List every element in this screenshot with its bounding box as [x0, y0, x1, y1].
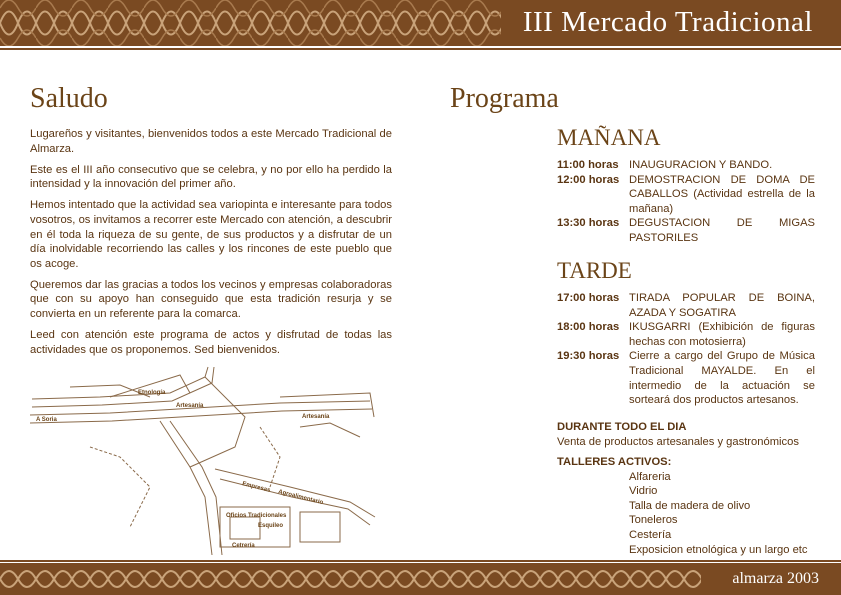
list-item: Toneleros: [629, 514, 678, 527]
durante-heading: DURANTE TODO EL DIA: [557, 421, 687, 433]
schedule-desc: Cierre a cargo del Grupo de Música Tradicional MAYALDE. En el intermedio de la actuación se sorteará dos productos artesanos.: [629, 350, 815, 407]
schedule-row: [557, 349, 815, 407]
list-item: Alfareria: [629, 470, 671, 483]
saludo-paragraph: Leed con atención este programa de actos y disfrutad de todas las actividades que os proponemos. Sed bienvenidos.: [30, 329, 392, 356]
schedule-time: 17:00 horas: [557, 292, 620, 304]
saludo-paragraph: Queremos dar las gracias a todos los vecinos y empresas colaboradoras que con su apoyo han conseguido que esta tradición resurja y se convierta en un referente para la comarca.: [30, 278, 392, 321]
map-label-soria: A Soria: [36, 417, 57, 423]
schedule-time: 18:00 horas: [557, 321, 620, 334]
schedule-time: 13:30 horas: [557, 217, 620, 230]
schedule-time: 12:00 horas: [557, 173, 620, 186]
footer-rule: [0, 560, 841, 562]
page-title: III Mercado Tradicional: [522, 6, 813, 38]
saludo-heading: Saludo: [30, 83, 108, 114]
schedule-desc: DEGUSTACION DE MIGAS PASTORILES: [629, 217, 815, 244]
tarde-heading: TARDE: [557, 258, 632, 283]
village-map: [30, 357, 400, 557]
map-label-artesania: Artesanía: [302, 414, 330, 420]
map-label-cetreria: Cetrería: [232, 543, 255, 549]
talleres-section: [557, 455, 827, 557]
header-rule: [0, 48, 841, 50]
schedule-row: [557, 320, 815, 349]
footer-text: almarza 2003: [732, 570, 819, 587]
list-item: Exposicion etnológica y un largo etc: [629, 543, 808, 556]
schedule-time: 11:00 horas: [557, 159, 619, 171]
schedule-desc: DEMOSTRACION DE DOMA DE CABALLOS (Actividad estrella de la mañana): [629, 173, 815, 215]
map-label-etnologia: Etnología: [138, 390, 166, 396]
schedule-desc: TIRADA POPULAR DE BOINA, AZADA Y SOGATIRA: [629, 292, 815, 319]
list-item: Vidrio: [629, 485, 658, 498]
schedule-row: [557, 291, 815, 320]
talleres-list: [629, 470, 827, 558]
list-item: Talla de madera de olivo: [629, 499, 751, 512]
schedule-desc: INAUGURACION Y BANDO.: [629, 159, 773, 171]
programa-heading: Programa: [450, 83, 559, 114]
map-label-agroalimentario: Agroalimentario: [277, 489, 324, 507]
talleres-heading: TALLERES ACTIVOS:: [557, 456, 672, 468]
durante-section: [557, 420, 827, 449]
manana-heading: MAÑANA: [557, 125, 661, 150]
map-label-oficios: Oficios Tradicionales: [226, 513, 287, 519]
map-label-esquileo: Esquileo: [258, 523, 284, 529]
saludo-paragraph: Este es el III año consecutivo que se celebra, y no por ello ha perdido la intensidad y la innovación del primer año.: [30, 163, 392, 191]
saludo-paragraph: Lugareños y visitantes, bienvenidos todos a este Mercado Tradicional de Almarza.: [30, 128, 392, 155]
schedule-row: [557, 173, 815, 217]
tarde-schedule: [557, 291, 815, 408]
list-item: Cestería: [629, 528, 672, 541]
schedule-desc: IKUSGARRI (Exhibición de figuras hechas con motosierra): [629, 321, 815, 348]
saludo-paragraph: Hemos intentado que la actividad sea variopinta e interesante para todos vosotros, os invitamos a recorrer este Mercado con atención, a descubrir en él toda la riqueza de su gente, de sus productos y a disfrutar de un día inolvidable recorriendo las calles y los rincones de este pueblo que os acoge.: [30, 199, 392, 270]
map-label-artesania: Artesanía: [176, 403, 204, 409]
map-label-empresas: Empresas: [241, 481, 271, 494]
schedule-time: 19:30 horas: [557, 350, 620, 363]
schedule-row: [557, 216, 815, 245]
manana-schedule: [557, 158, 815, 246]
schedule-row: [557, 158, 815, 173]
saludo-text: [30, 127, 392, 364]
durante-text: Venta de productos artesanales y gastronómicos: [557, 435, 799, 448]
